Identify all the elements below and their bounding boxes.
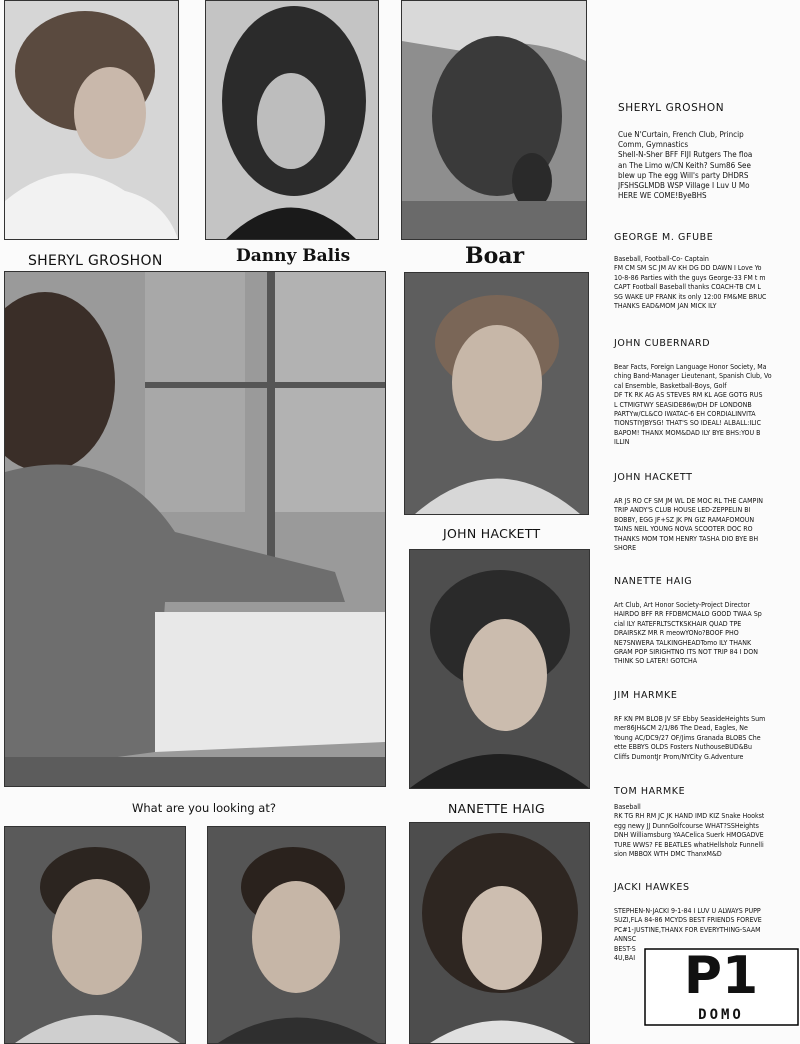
caption-sheryl-groshon: SHERYL GROSHON — [28, 253, 163, 269]
bio-text: Cue N'Curtain, French Club, Princip Comm, Gymnastics Shell-N-Sher BFF FIJI Rutgers The floa an The Limo w/CN Keith? Sum86 See blew up The egg Will's party DHDRS JFSHSGLMDB WSP Village I Luv U Mo HERE WE COME!ByeBHS — [618, 130, 753, 201]
bio-text: Baseball RK TG RH RM JC JK HAND IMD KIZ Snake Hookst egg newy JJ DunnGolfcourse WHAT?SSHeights DNH Williamsburg YAACelica Suerk HMOGADVE TURE WWS? FE BEATLES whatHellsholz Funnelli sion MBBOX WTH DMC ThanxM&D — [614, 803, 765, 859]
caption-danny-balis: Danny Balis — [236, 246, 351, 266]
photo-john-hackett — [404, 272, 589, 515]
bio-text: RF KN PM BLOB JV SF Ebby SeasideHeights Sum mer86JH&CM 2/1/86 The Dead, Eagles, Ne Young AC/DC9/27 OF/Jims Granada BLOBS Che ette EBBYS OLDS Fosters NuthouseBUD&Bu Cliffs DumontJr Prom/NYCity G.Adventure — [614, 715, 766, 761]
bio-entry — [614, 690, 765, 762]
logo-small-text: DOMO — [698, 1007, 744, 1023]
caption-what-are-you-looking-at: What are you looking at? — [132, 801, 276, 815]
photo-candid-denim-jacket — [4, 271, 386, 787]
bio-entry — [614, 472, 763, 553]
caption-john-hackett: JOHN HACKETT — [443, 526, 541, 541]
bio-text: Art Club, Art Honor Society-Project Director HAIRDO BFF RR FFDBMCMALO GOOD TWAA Sp cial ILY RATEFRLTSCTKSKHAIR QUAD TPE DRAIRSKZ MR R meowYONo?BOOF PHO NE7SNWERA TALKINGHEADTomo ILY THANK GRAM POP SIRIGHTNO ITS NOT TRIP 84 I DON THINK SO LATER! GOTCHA — [614, 601, 762, 666]
bio-entry — [614, 576, 762, 667]
biography-column — [612, 96, 800, 1042]
photo-danny-balis — [205, 0, 379, 240]
bio-text: STEPHEN-N-JACKI 9-1-84 I LUV U ALWAYS PUPP SUZI,FLA 84-86 MCYDS BEST FRIENDS FOREVE PC#1-JUSTINE,THANX FOR EVERYTHING-SAAM ANNSC BEST-S 4U,BAI — [614, 907, 762, 963]
caption-boar: Boar — [465, 243, 525, 269]
bio-name: TOM HARMKE — [614, 786, 686, 797]
bio-text: AR JS RO CF SM JM WL DE MOC RL THE CAMPIN TRIP ANDY'S CLUB HOUSE LED-ZEPPELIN BI BOBBY, EGG JF+SZ JK PN GIZ RAMAFOMOUN TAINS NEIL YOUNG NOVA SCOOTER DOC RO THANKS MOM TOM HENRY TASHA DIO BYE BH SHORE — [614, 497, 763, 553]
photo-boar — [401, 0, 587, 240]
photo-bottom-left-student — [4, 826, 186, 1044]
bio-name: SHERYL GROSHON — [618, 102, 725, 114]
p1-domo-logo — [643, 947, 800, 1027]
bio-name: JACKI HAWKES — [614, 882, 690, 893]
bio-name: JOHN CUBERNARD — [614, 338, 711, 349]
bio-entry — [614, 786, 764, 859]
bio-entry — [618, 102, 752, 201]
logo-big-text: P1 — [683, 947, 759, 1006]
bio-entry — [614, 232, 766, 311]
bio-text: Baseball, Football-Co- Captain FM CM SM SC JM AV KH DG DD DAWN I Love Yo 10-8-86 Parties with the guys George-33 FM t m CAPT Football Baseball thanks COACH-TB CM L SG WAKE UP FRANK its only 12:00 FM&ME BRUC THANKS EAD&MOM JAN MICK ILY — [614, 255, 767, 311]
photo-nanette-haig — [409, 549, 590, 789]
bio-name: GEORGE M. GFUBE — [614, 232, 714, 243]
caption-nanette-haig: NANETTE HAIG — [448, 801, 545, 816]
bio-text: Bear Facts, Foreign Language Honor Society, Ma ching Band-Manager Lieutenant, Spanish Club, Vo cal Ensemble, Basketball-Boys, Golf DF TK RK AG AS STEVES RM KL AGE GOTG RUS L CTMIGTWY SEASIDE86w/DH DF LONDONB PARTYw/CL&CO IWATAC-6 EH CORDIALINVITA TIONSTIYJBYSG! THAT'S SO IDEAL! ALBALL:ILIC BAPOM! THANX MOM&DAD ILY BYE BHS:YOU B ILLIN — [614, 363, 772, 447]
bio-name: NANETTE HAIG — [614, 576, 693, 587]
bio-entry — [614, 338, 772, 448]
photo-sheryl-groshon — [4, 0, 179, 240]
photo-bottom-right-student — [409, 822, 590, 1044]
bio-name: JOHN HACKETT — [614, 472, 693, 483]
bio-name: JIM HARMKE — [614, 690, 678, 701]
photo-bottom-middle-student — [207, 826, 386, 1044]
